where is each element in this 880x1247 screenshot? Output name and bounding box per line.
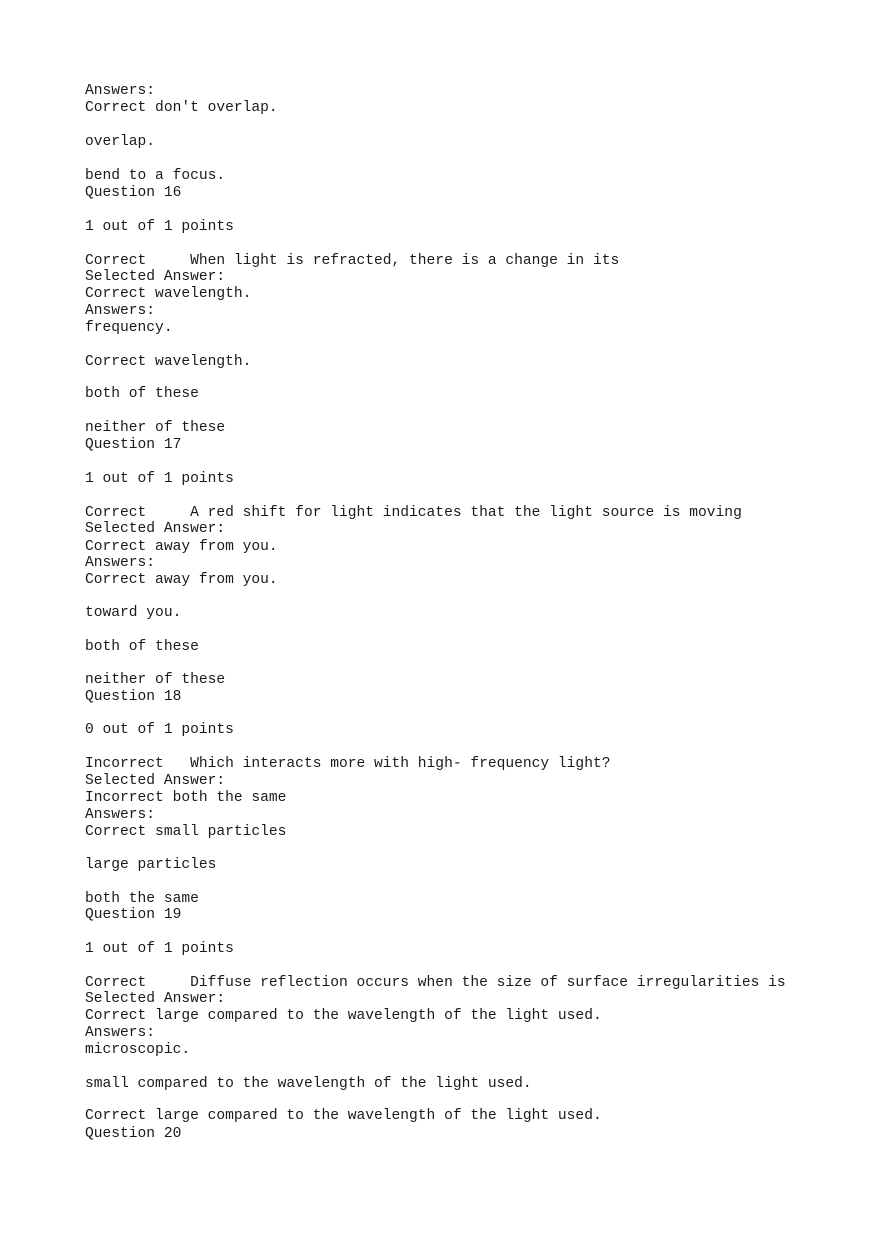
answer-option: frequency. — [85, 320, 173, 336]
answer-option-correct: Correct small particles — [85, 824, 287, 840]
question-text: Incorrect Which interacts more with high- frequency light? — [85, 756, 611, 772]
selected-answer-value: Correct large compared to the wavelength of the light used. — [85, 1008, 602, 1024]
selected-answer-value: Incorrect both the same — [85, 790, 287, 806]
question-text: Correct Diffuse reflection occurs when the size of surface irregularities is — [85, 975, 786, 991]
answer-option: neither of these — [85, 672, 226, 688]
question-text: Correct A red shift for light indicates that the light source is moving — [85, 505, 742, 521]
question-text: Correct When light is refracted, there is a change in its — [85, 253, 620, 269]
answer-option-correct: Correct away from you. — [85, 572, 278, 588]
answers-label: Answers: — [85, 807, 156, 823]
answer-option: large particles — [85, 857, 217, 873]
answer-option: toward you. — [85, 605, 182, 621]
answer-option-correct: Correct wavelength. — [85, 354, 252, 370]
question-heading: Question 17 — [85, 437, 182, 453]
selected-answer-label: Selected Answer: — [85, 521, 226, 537]
answer-option: both the same — [85, 891, 199, 907]
answers-label: Answers: — [85, 1025, 156, 1041]
question-score: 1 out of 1 points — [85, 941, 234, 957]
selected-answer-label: Selected Answer: — [85, 773, 226, 789]
selected-answer-value: Correct wavelength. — [85, 286, 252, 302]
answer-option: neither of these — [85, 420, 226, 436]
answer-option-correct: Correct large compared to the wavelength of the light used. — [85, 1108, 602, 1124]
question-heading: Question 18 — [85, 689, 182, 705]
question-score: 1 out of 1 points — [85, 219, 234, 235]
answer-option: bend to a focus. — [85, 168, 226, 184]
question-heading: Question 20 — [85, 1126, 182, 1142]
answer-option: overlap. — [85, 134, 156, 150]
question-heading: Question 19 — [85, 907, 182, 923]
answer-option: both of these — [85, 639, 199, 655]
answers-label: Answers: — [85, 83, 156, 99]
selected-answer-label: Selected Answer: — [85, 991, 226, 1007]
answers-label: Answers: — [85, 555, 156, 571]
answer-option: small compared to the wavelength of the light used. — [85, 1076, 532, 1092]
answer-option: microscopic. — [85, 1042, 191, 1058]
question-score: 0 out of 1 points — [85, 722, 234, 738]
selected-answer-value: Correct away from you. — [85, 539, 278, 555]
question-heading: Question 16 — [85, 185, 182, 201]
answers-label: Answers: — [85, 303, 156, 319]
selected-answer-label: Selected Answer: — [85, 269, 226, 285]
answer-option-correct: Correct don't overlap. — [85, 100, 278, 116]
answer-option: both of these — [85, 386, 199, 402]
question-score: 1 out of 1 points — [85, 471, 234, 487]
